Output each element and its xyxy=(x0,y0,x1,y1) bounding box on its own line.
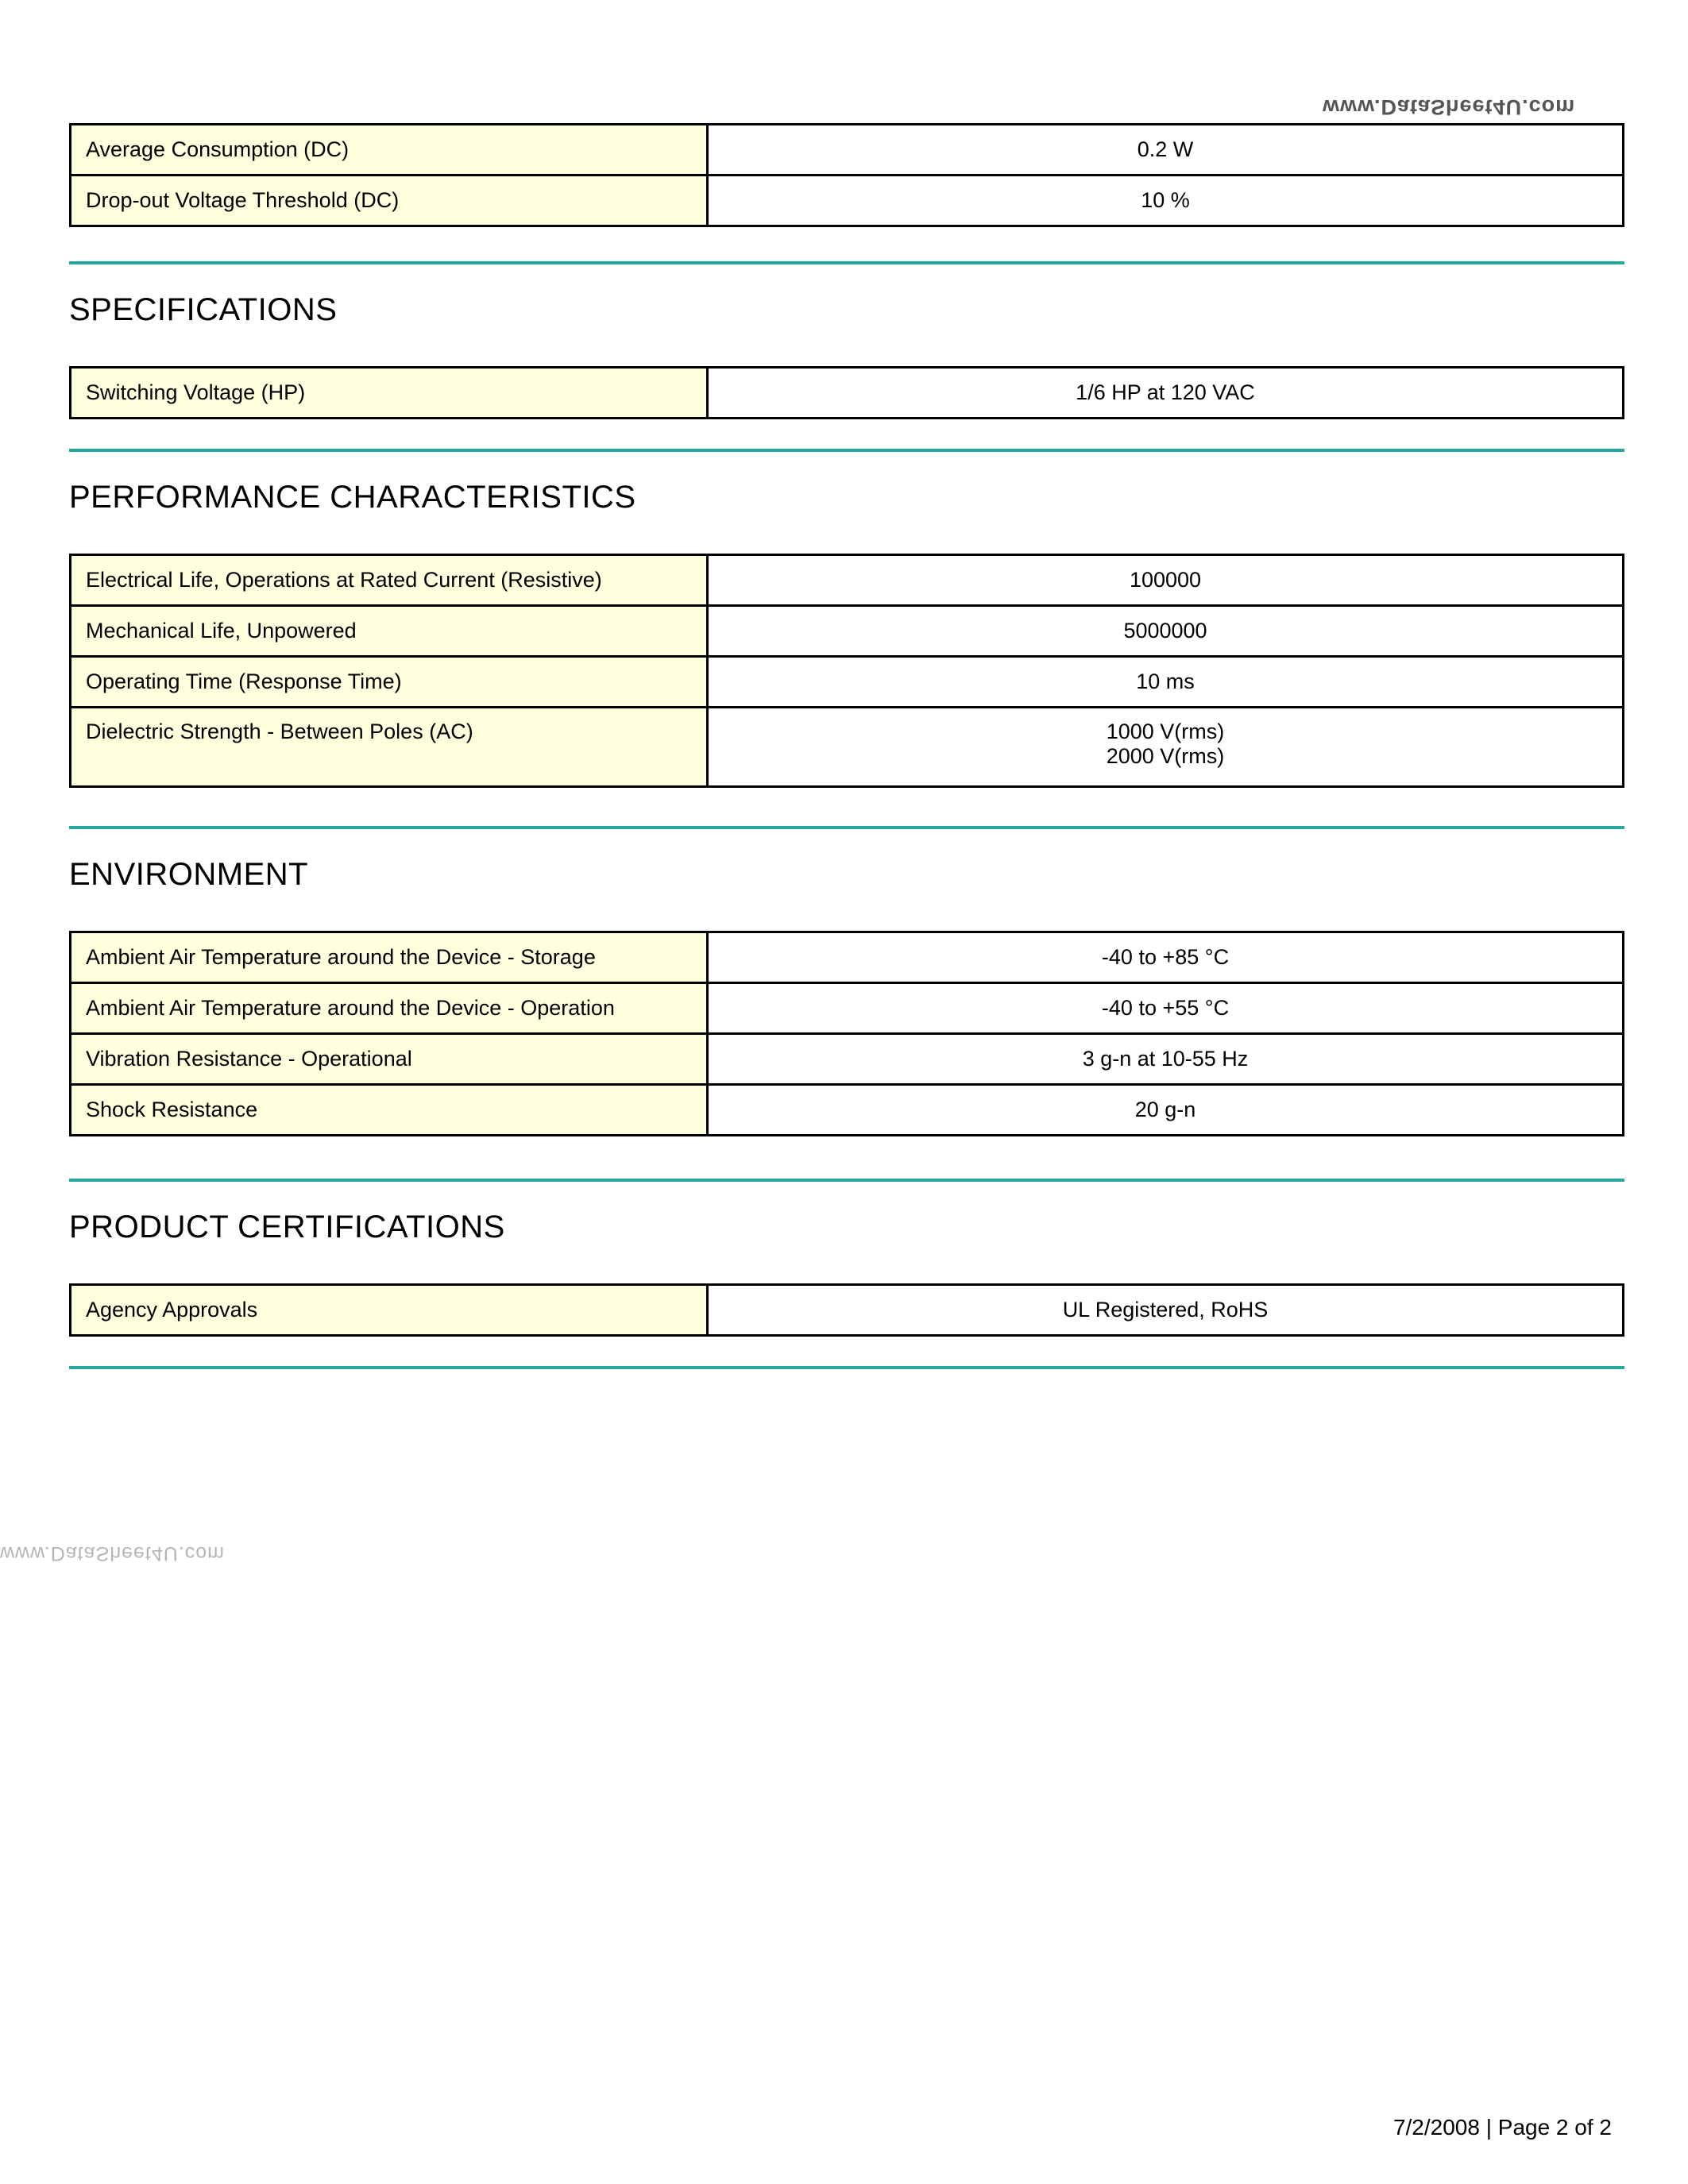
performance-table xyxy=(69,554,1624,788)
row-label: Ambient Air Temperature around the Device - Storage xyxy=(71,932,708,983)
row-label: Average Consumption (DC) xyxy=(71,125,708,176)
table-row xyxy=(71,1085,1624,1136)
row-value: 0.2 W xyxy=(708,125,1624,176)
table-row xyxy=(71,657,1624,708)
environment-table xyxy=(69,931,1624,1136)
watermark-top: www.DataSheet4U.com xyxy=(1323,95,1576,119)
row-label: Dielectric Strength - Between Poles (AC) xyxy=(71,708,708,787)
table-row xyxy=(71,708,1624,787)
table-row xyxy=(71,932,1624,983)
row-value-line: 1000 V(rms) xyxy=(1106,720,1225,743)
row-label: Switching Voltage (HP) xyxy=(71,368,708,419)
row-label: Vibration Resistance - Operational xyxy=(71,1034,708,1085)
row-value: 3 g-n at 10-55 Hz xyxy=(708,1034,1624,1085)
table-row xyxy=(71,983,1624,1034)
table-row xyxy=(71,176,1624,226)
table-row xyxy=(71,606,1624,657)
section-divider xyxy=(69,1366,1624,1369)
section-title-environment: ENVIRONMENT xyxy=(69,857,309,892)
table-row xyxy=(71,1285,1624,1336)
section-title-certifications: PRODUCT CERTIFICATIONS xyxy=(69,1210,505,1244)
section-divider xyxy=(69,261,1624,264)
section-divider xyxy=(69,449,1624,452)
page-footer: 7/2/2008 | Page 2 of 2 xyxy=(1393,2115,1612,2140)
section-title-performance: PERFORMANCE CHARACTERISTICS xyxy=(69,480,636,515)
row-label: Operating Time (Response Time) xyxy=(71,657,708,708)
section-divider xyxy=(69,826,1624,829)
section-divider xyxy=(69,1179,1624,1182)
power-table xyxy=(69,123,1624,227)
certifications-table xyxy=(69,1283,1624,1337)
table-row xyxy=(71,1034,1624,1085)
specifications-table xyxy=(69,366,1624,419)
table-row xyxy=(71,125,1624,176)
row-label: Shock Resistance xyxy=(71,1085,708,1136)
watermark-middle: www.DataSheet4U.com xyxy=(0,1542,226,1565)
row-value: 5000000 xyxy=(708,606,1624,657)
row-value: 10 % xyxy=(708,176,1624,226)
row-label: Agency Approvals xyxy=(71,1285,708,1336)
row-label: Electrical Life, Operations at Rated Current (Resistive) xyxy=(71,555,708,606)
section-title-specifications: SPECIFICATIONS xyxy=(69,292,338,327)
table-row xyxy=(71,555,1624,606)
row-value: 10 ms xyxy=(708,657,1624,708)
row-value: 100000 xyxy=(708,555,1624,606)
row-value: 1/6 HP at 120 VAC xyxy=(708,368,1624,419)
row-value: -40 to +55 °C xyxy=(708,983,1624,1034)
row-value-line: 2000 V(rms) xyxy=(1106,744,1225,768)
row-label: Ambient Air Temperature around the Device - Operation xyxy=(71,983,708,1034)
row-value xyxy=(708,708,1624,787)
table-row xyxy=(71,368,1624,419)
row-value: 20 g-n xyxy=(708,1085,1624,1136)
row-label: Drop-out Voltage Threshold (DC) xyxy=(71,176,708,226)
row-value: UL Registered, RoHS xyxy=(708,1285,1624,1336)
row-value: -40 to +85 °C xyxy=(708,932,1624,983)
row-label: Mechanical Life, Unpowered xyxy=(71,606,708,657)
